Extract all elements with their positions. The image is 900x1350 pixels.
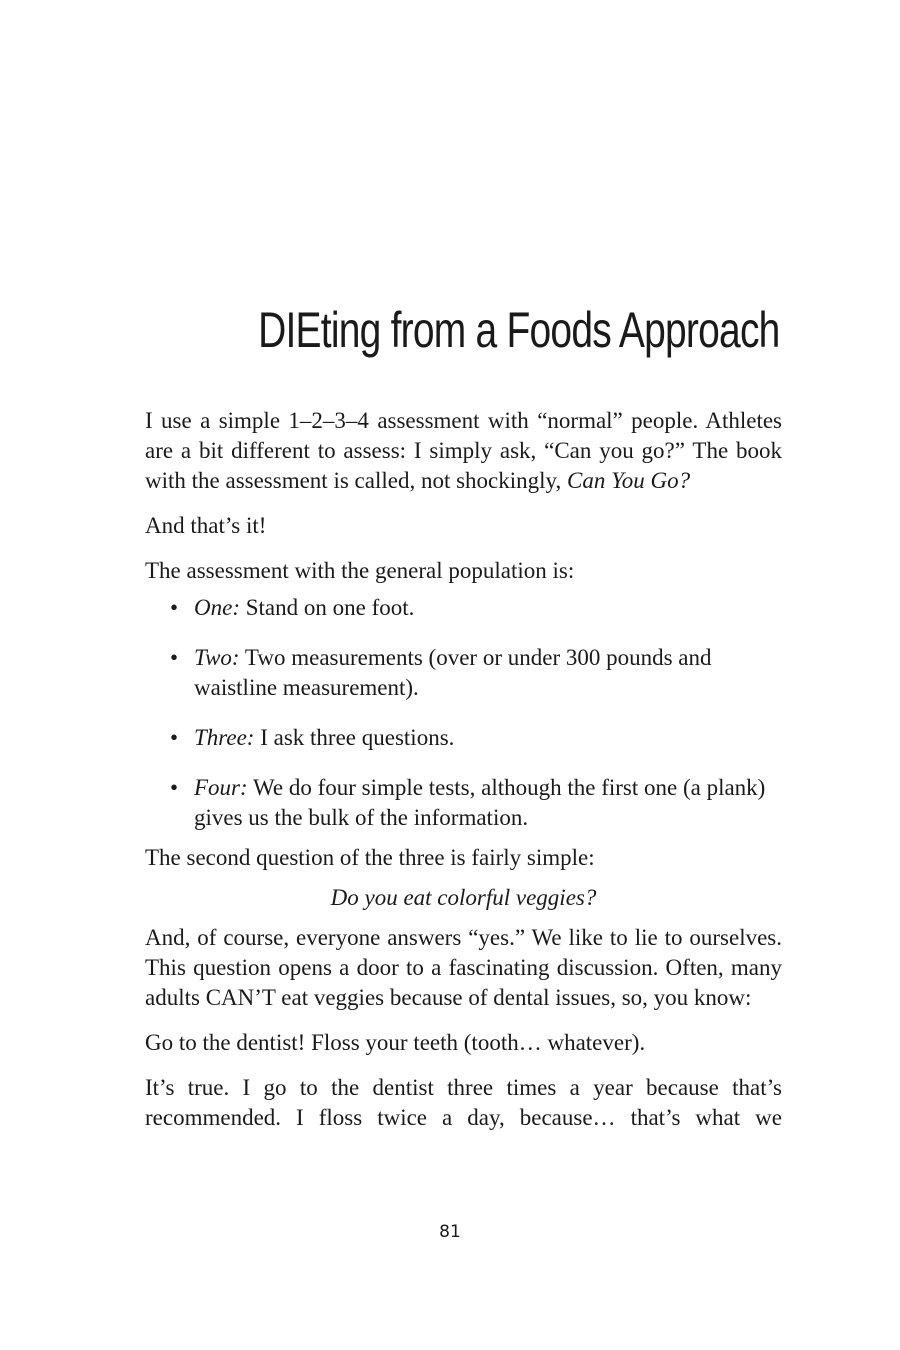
paragraph-its-true: It’s true. I go to the dentist three times a year because that’s recommended. I floss twice a day, because… that’s what we	[145, 1075, 782, 1130]
paragraph-intro-text: I use a simple 1–2–3–4 assessment with “normal” people. Athletes are a bit different to assess: I simply ask, “Can you go?” The book with the assessment is called, not shockingly,	[145, 408, 782, 493]
list-item-term: Two:	[194, 645, 240, 670]
body-text	[145, 406, 782, 1148]
paragraph-dentist: Go to the dentist! Floss your teeth (tooth… whatever).	[145, 1030, 646, 1055]
paragraph-second-question: The second question of the three is fairly simple:	[145, 845, 595, 870]
list-item-term: Four:	[194, 775, 248, 800]
list-item	[170, 593, 782, 623]
chapter-title: DIEting from a Foods Approach	[258, 302, 780, 358]
list-item	[170, 773, 782, 833]
assessment-list	[145, 593, 782, 833]
list-item-text: Stand on one foot.	[239, 595, 415, 620]
bullet-icon: •	[170, 775, 179, 800]
bullet-icon: •	[170, 725, 179, 750]
paragraph-veggies-discussion: And, of course, everyone answers “yes.” We like to lie to ourselves. This question opens a door to a fascinating discussion. Often, many adults CAN’T eat veggies because of dental issues, so, you know:	[145, 925, 782, 1010]
paragraph-assessment-intro: The assessment with the general population is:	[145, 558, 575, 583]
paragraph-thats-it: And that’s it!	[145, 513, 267, 538]
list-item-term: Three:	[194, 725, 255, 750]
bullet-icon: •	[170, 595, 179, 620]
list-item-text: I ask three questions.	[254, 725, 455, 750]
paragraph-intro	[145, 406, 782, 496]
list-item-text: We do four simple tests, although the first one (a plank) gives us the bulk of the information.	[194, 775, 766, 830]
list-item-term: One:	[194, 595, 240, 620]
page-number: 81	[439, 1222, 461, 1242]
list-item	[170, 643, 782, 703]
bullet-icon: •	[170, 645, 179, 670]
list-item-text: Two measurements (over or under 300 pounds and waistline measurement).	[194, 645, 712, 700]
list-item	[170, 723, 782, 753]
book-title-reference: Can You Go?	[567, 468, 691, 493]
centered-quote: Do you eat colorful veggies?	[330, 885, 597, 910]
